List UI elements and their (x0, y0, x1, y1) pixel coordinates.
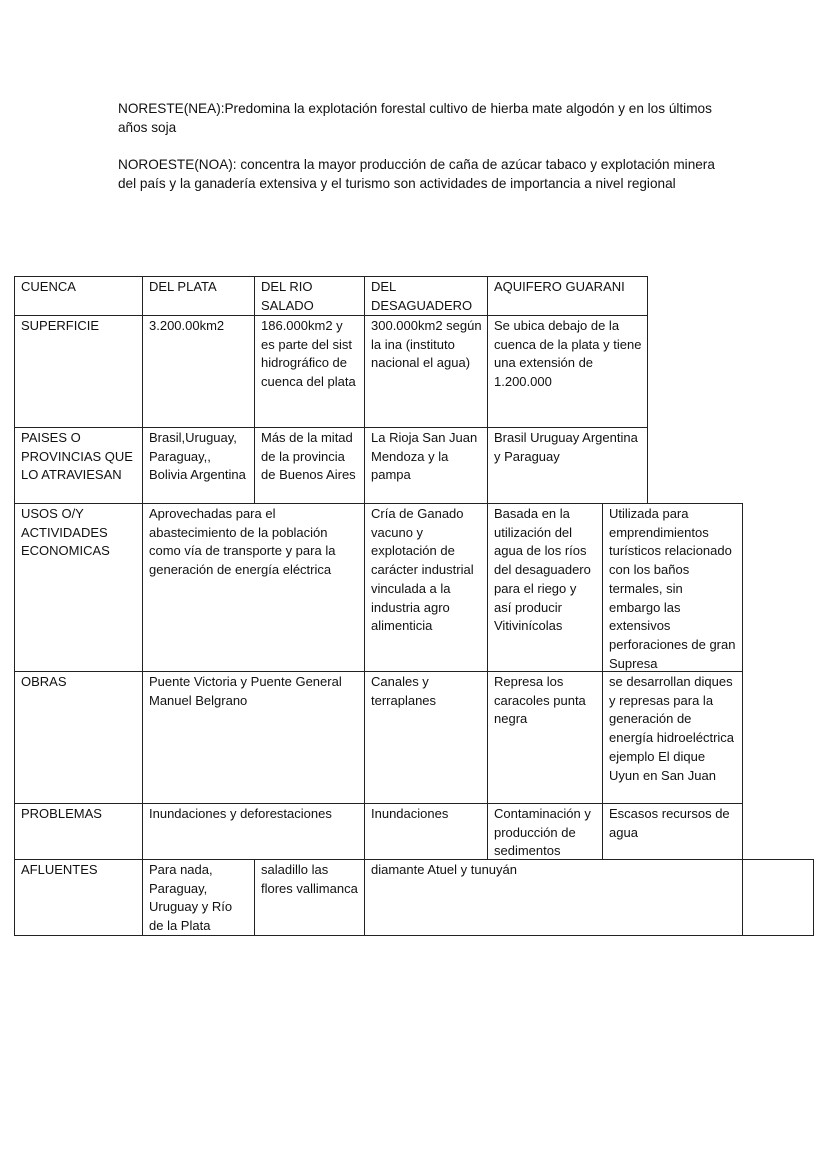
header-del-rio-salado: DEL RIO SALADO (254, 276, 365, 316)
usos-guarani: Basada en la utilización del agua de los ríos del desaguadero para el riego y así producir Vitivinícolas (487, 503, 603, 672)
row-label-afluentes: AFLUENTES (14, 859, 143, 936)
afluentes-desaguadero-guarani: diamante Atuel y tunuyán (364, 859, 743, 936)
superficie-plata: 3.200.00km2 (142, 315, 255, 428)
afluentes-last (742, 859, 814, 936)
usos-extra: Utilizada para emprendimientos turísticos relacionado con los baños termales, sin embargo las extensivos perforaciones de gran Supresa (602, 503, 743, 672)
row-label-paises: PAISES O PROVINCIAS QUE LO ATRAVIESAN (14, 427, 143, 504)
obras-extra: se desarrollan diques y represas para la generación de energía hidroeléctrica ejemplo El dique Uyun en San Juan (602, 671, 743, 804)
paises-desaguadero: La Rioja San Juan Mendoza y la pampa (364, 427, 488, 504)
obras-guarani: Represa los caracoles punta negra (487, 671, 603, 804)
header-del-desaguadero: DEL DESAGUADERO (364, 276, 488, 316)
superficie-guarani: Se ubica debajo de la cuenca de la plata y tiene una extensión de 1.200.000 (487, 315, 648, 428)
header-del-plata: DEL PLATA (142, 276, 255, 316)
afluentes-plata: Para nada, Paraguay, Uruguay y Río de la Plata (142, 859, 255, 936)
row-label-superficie: SUPERFICIE (14, 315, 143, 428)
problemas-plata-salado: Inundaciones y deforestaciones (142, 803, 365, 860)
problemas-guarani: Contaminación y producción de sedimentos (487, 803, 603, 860)
superficie-desaguadero: 300.000km2 según la ina (instituto nacional el agua) (364, 315, 488, 428)
row-label-usos: USOS O/Y ACTIVIDADES ECONOMICAS (14, 503, 143, 672)
paises-guarani: Brasil Uruguay Argentina y Paraguay (487, 427, 648, 504)
usos-desaguadero: Cría de Ganado vacuno y explotación de carácter industrial vinculada a la industria agro alimenticia (364, 503, 488, 672)
row-label-problemas: PROBLEMAS (14, 803, 143, 860)
paises-salado: Más de la mitad de la provincia de Buenos Aires (254, 427, 365, 504)
superficie-salado: 186.000km2 y es parte del sist hidrográfico de cuenca del plata (254, 315, 365, 428)
usos-plata-salado: Aprovechadas para el abastecimiento de la población como vía de transporte y para la generación de energía eléctrica (142, 503, 365, 672)
header-cuenca: CUENCA (14, 276, 143, 316)
afluentes-salado: saladillo las flores vallimanca (254, 859, 365, 936)
problemas-desaguadero: Inundaciones (364, 803, 488, 860)
paragraph-nea: NORESTE(NEA):Predomina la explotación forestal cultivo de hierba mate algodón y en los últimos años soja (118, 101, 712, 135)
obras-plata-salado: Puente Victoria y Puente General Manuel Belgrano (142, 671, 365, 804)
header-aquifero-guarani: AQUIFERO GUARANI (487, 276, 648, 316)
obras-desaguadero: Canales y terraplanes (364, 671, 488, 804)
row-label-obras: OBRAS (14, 671, 143, 804)
paragraph-noa: NOROESTE(NOA): concentra la mayor producción de caña de azúcar tabaco y explotación minera del país y la ganadería extensiva y el turismo son actividades de importancia a nivel regional (118, 157, 715, 191)
problemas-extra: Escasos recursos de agua (602, 803, 743, 860)
paises-plata: Brasil,Uruguay, Paraguay,, Bolivia Argentina (142, 427, 255, 504)
